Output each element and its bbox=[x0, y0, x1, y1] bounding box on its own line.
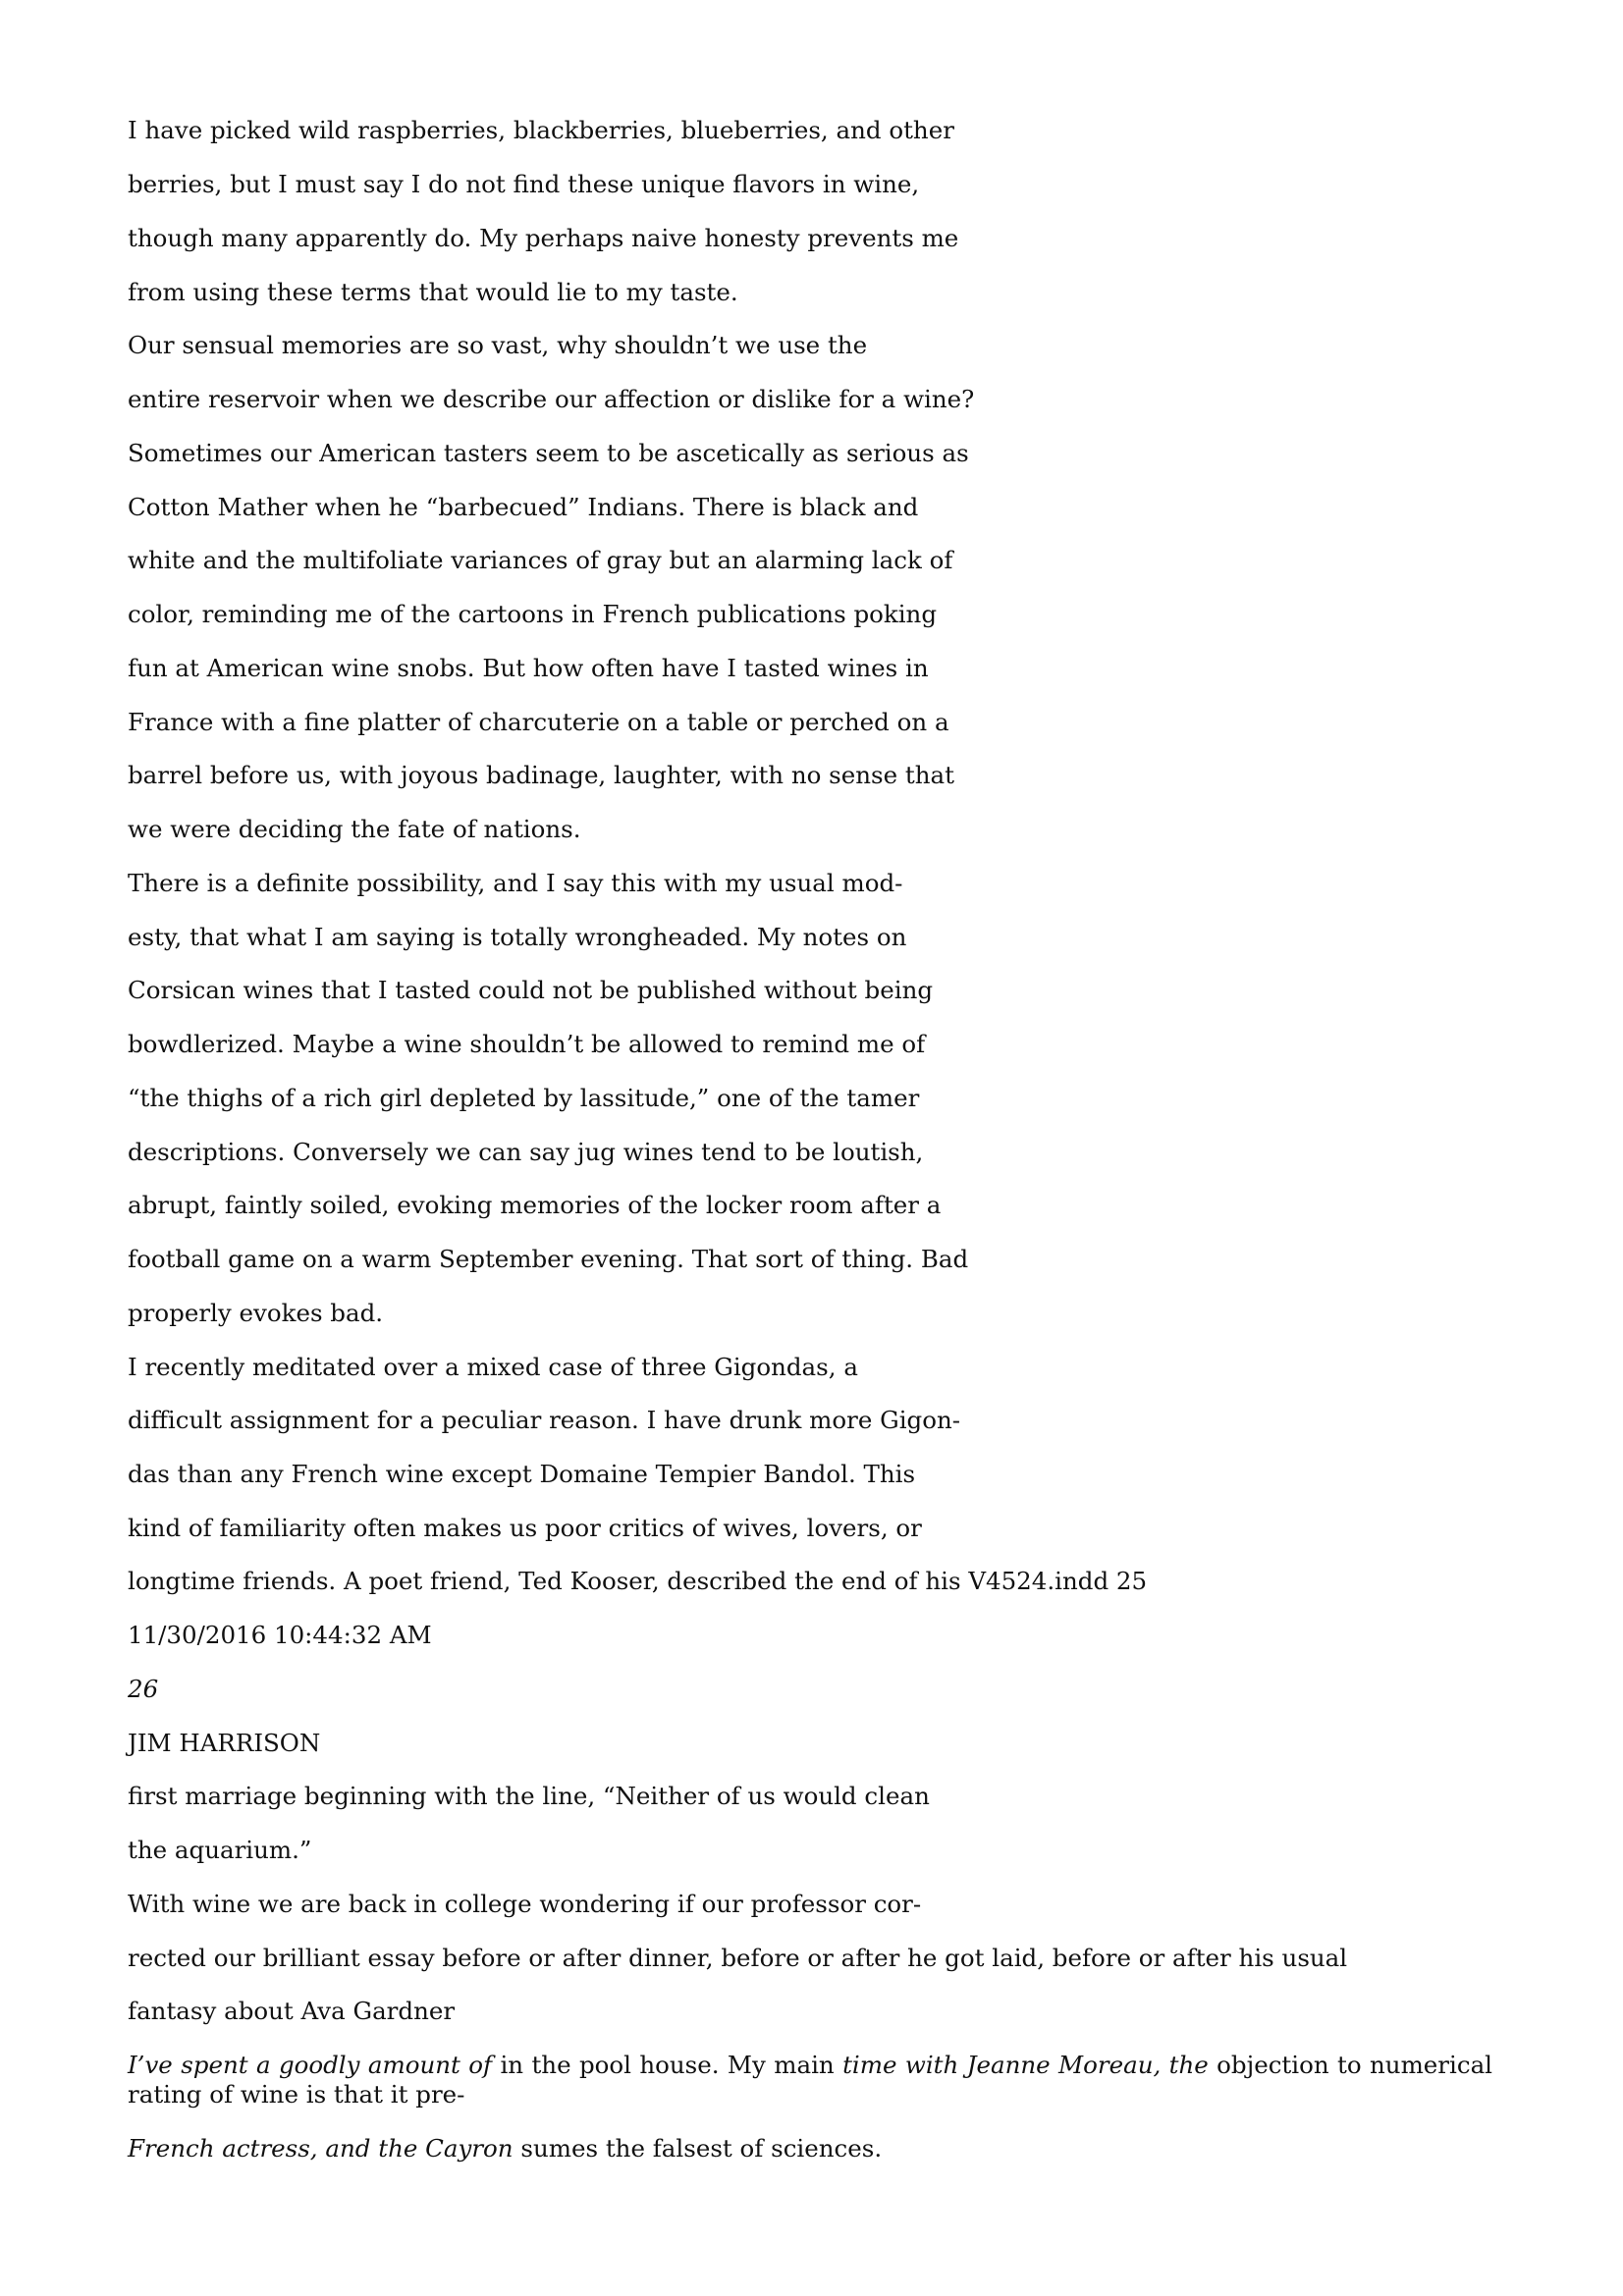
text-line: we were deciding the fate of nations. bbox=[128, 815, 581, 843]
text-line: “the thighs of a rich girl depleted by lassitude,” one of the tamer bbox=[128, 1084, 920, 1112]
text-line: Sometimes our American tasters seem to be ascetically as serious as bbox=[128, 439, 969, 467]
text-line: esty, that what I am saying is totally wrongheaded. My notes on bbox=[128, 923, 907, 951]
text-line: difficult assignment for a peculiar reason. I have drunk more Gigon- bbox=[128, 1406, 961, 1434]
text-line: properly evokes bad. bbox=[128, 1299, 384, 1327]
text-line: rected our brilliant essay before or after dinner, before or after he got laid, before or after his usual bbox=[128, 1944, 1348, 1972]
text-line: football game on a warm September evening. That sort of thing. Bad bbox=[128, 1245, 969, 1273]
text-line: Our sensual memories are so vast, why shouldn’t we use the bbox=[128, 331, 868, 359]
text-line: kind of familiarity often makes us poor critics of wives, lovers, or bbox=[128, 1514, 922, 1542]
page-number: 26 bbox=[128, 1675, 159, 1703]
text-line: Cotton Mather when he “barbecued” Indians. There is black and bbox=[128, 493, 919, 521]
text-line: bowdlerized. Maybe a wine shouldn’t be allowed to remind me of bbox=[128, 1030, 926, 1058]
text-line: I recently meditated over a mixed case of three Gigondas, a bbox=[128, 1353, 858, 1381]
text-line: fun at American wine snobs. But how often have I tasted wines in bbox=[128, 654, 929, 682]
text-line: abrupt, faintly soiled, evoking memories of the locker room after a bbox=[128, 1191, 942, 1219]
text-line: descriptions. Conversely we can say jug wines tend to be loutish, bbox=[128, 1138, 924, 1166]
text-line: the aquarium.” bbox=[128, 1836, 312, 1864]
text-line: Corsican wines that I tasted could not be published without being bbox=[128, 976, 934, 1004]
text-line: barrel before us, with joyous badinage, laughter, with no sense that bbox=[128, 761, 954, 789]
text-line: first marriage beginning with the line, “Neither of us would clean bbox=[128, 1782, 930, 1810]
text-line: das than any French wine except Domaine Tempier Bandol. This bbox=[128, 1460, 916, 1488]
text-line: color, reminding me of the cartoons in French publications poking bbox=[128, 600, 938, 628]
print-timestamp: 11/30/2016 10:44:32 AM bbox=[128, 1621, 432, 1649]
mixed-text-line bbox=[128, 2134, 882, 2163]
text-line: France with a fine platter of charcuterie on a table or perched on a bbox=[128, 708, 949, 736]
text-line: white and the multifoliate variances of gray but an alarming lack of bbox=[128, 546, 953, 574]
text-line: With wine we are back in college wondering if our professor cor- bbox=[128, 1890, 922, 1918]
text-span: in the pool house. My main bbox=[492, 2051, 843, 2079]
running-head: JIM HARRISON bbox=[128, 1729, 321, 1757]
text-line: longtime friends. A poet friend, Ted Kooser, described the end of his V4524.indd 25 bbox=[128, 1567, 1148, 1595]
text-line: entire reservoir when we describe our affection or dislike for a wine? bbox=[128, 385, 975, 413]
text-line: berries, but I must say I do not find these unique flavors in wine, bbox=[128, 170, 920, 198]
text-span: objection to numerical rating of wine is that it pre- bbox=[128, 2051, 1493, 2109]
text-line: from using these terms that would lie to my taste. bbox=[128, 278, 738, 306]
text-line: though many apparently do. My perhaps naive honesty prevents me bbox=[128, 224, 959, 252]
text-line: fantasy about Ava Gardner bbox=[128, 1997, 456, 2025]
mixed-text-line bbox=[128, 2051, 1492, 2109]
italic-span: time with Jeanne Moreau, the bbox=[842, 2051, 1209, 2079]
text-span: sumes the falsest of sciences. bbox=[513, 2134, 883, 2163]
text-line: I have picked wild raspberries, blackberries, blueberries, and other bbox=[128, 116, 954, 144]
italic-span: French actress, and the Cayron bbox=[128, 2134, 514, 2163]
text-line: There is a definite possibility, and I say this with my usual mod- bbox=[128, 869, 903, 897]
italic-span: I’ve spent a goodly amount of bbox=[128, 2051, 493, 2079]
